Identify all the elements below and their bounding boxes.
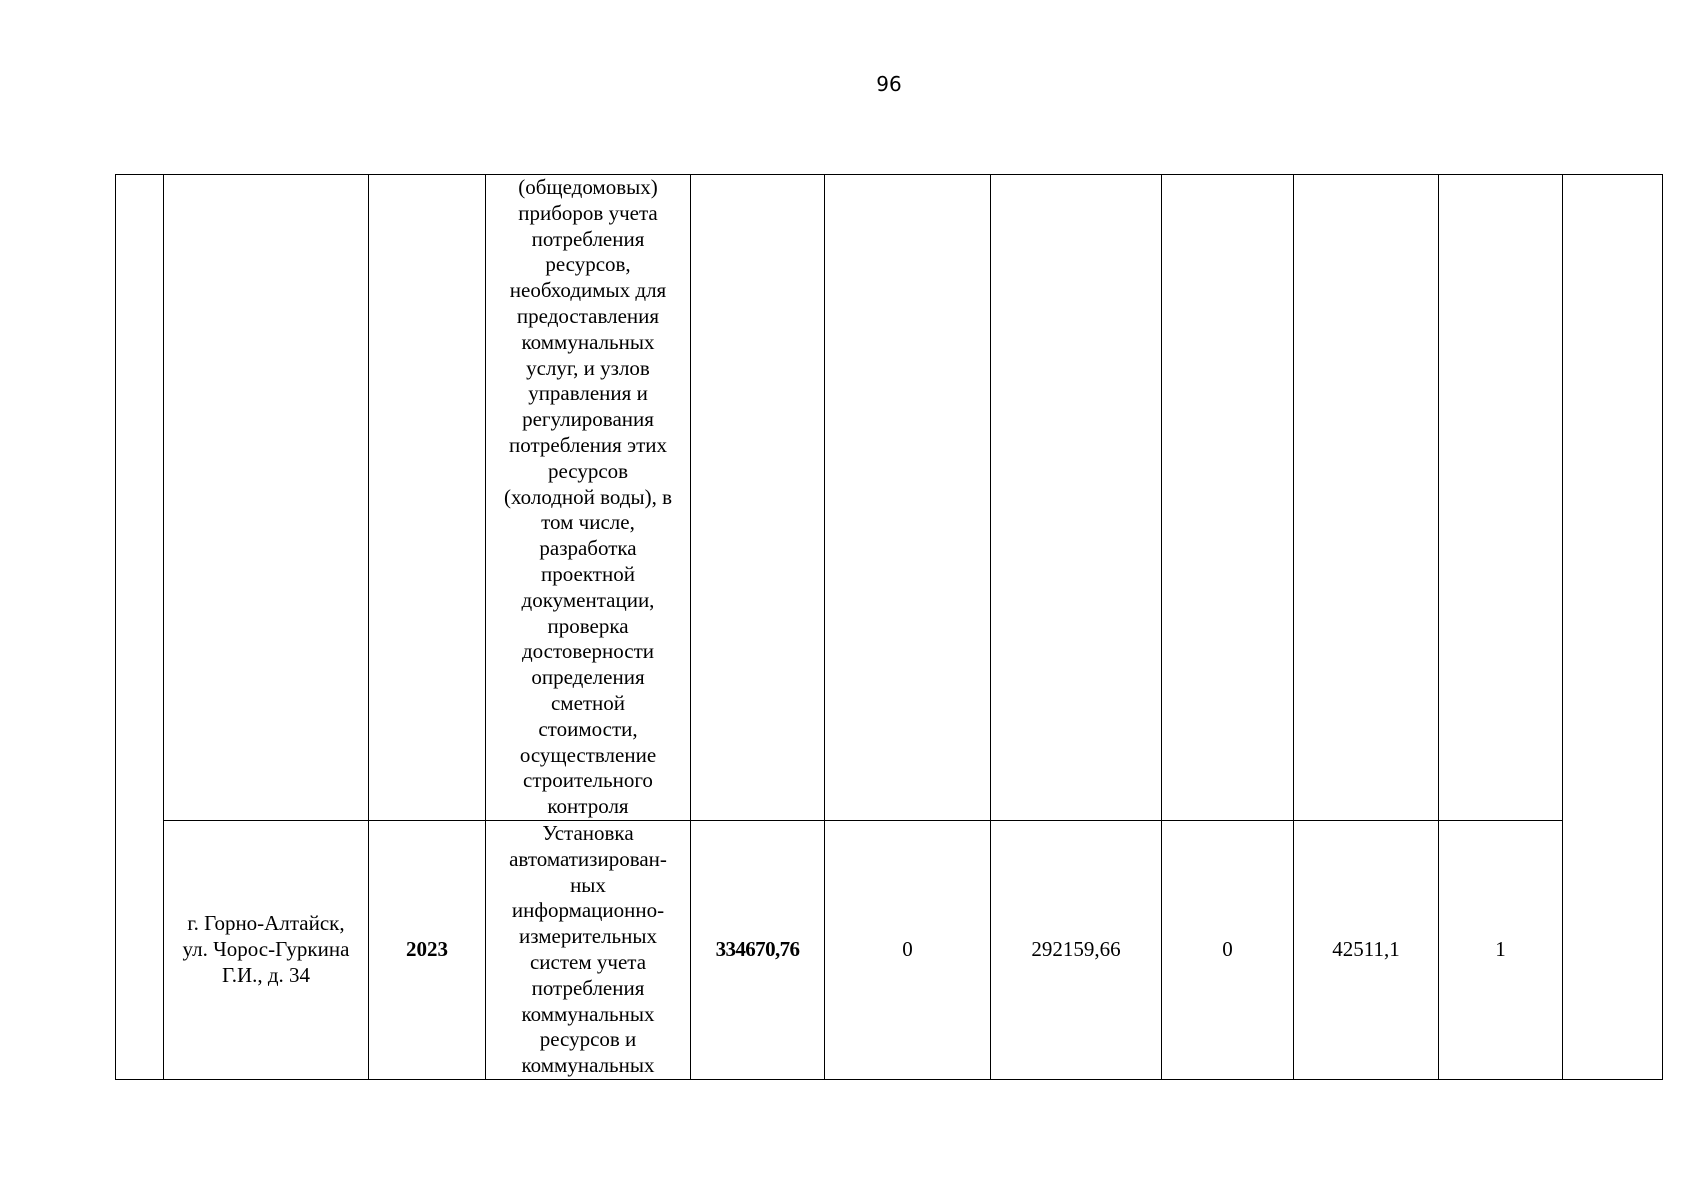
value-2-cell: 292159,66 xyxy=(991,820,1162,1079)
work-description-cell-continued: (общедомовых) приборов учета потребления ресурсов, необходимых для предоставления коммунальных услуг, и узлов управления и регулирования потребления этих ресурсов (холодной воды), в том числе, разработка проектной документации, проверка достоверности определения сметной стоимости, осуществление строительного контроля xyxy=(486,175,691,821)
value-2-cell-continued xyxy=(991,175,1162,821)
table-row xyxy=(116,820,1663,1079)
program-table xyxy=(115,174,1663,1080)
index-cell xyxy=(116,175,164,1080)
value-4-cell-continued xyxy=(1294,175,1439,821)
year-cell: 2023 xyxy=(369,820,486,1079)
value-1-cell-continued xyxy=(825,175,991,821)
value-5-cell: 1 xyxy=(1439,820,1563,1079)
year-cell-continued xyxy=(369,175,486,821)
value-3-cell-continued xyxy=(1162,175,1294,821)
total-cell-continued xyxy=(691,175,825,821)
value-1-cell: 0 xyxy=(825,820,991,1079)
value-3-cell: 0 xyxy=(1162,820,1294,1079)
work-description-cell: Установка автоматизирован- ных информационно- измерительных систем учета потребления коммунальных ресурсов и коммунальных xyxy=(486,820,691,1079)
value-4-cell: 42511,1 xyxy=(1294,820,1439,1079)
table-row-continued xyxy=(116,175,1663,821)
last-cell xyxy=(1563,175,1663,1080)
value-5-cell-continued xyxy=(1439,175,1563,821)
page-number: 96 xyxy=(876,72,902,96)
total-cost-cell: 334670,76 xyxy=(691,820,825,1079)
address-cell-continued xyxy=(164,175,369,821)
address-cell: г. Горно-Алтайск, ул. Чорос-Гуркина Г.И., д. 34 xyxy=(164,820,369,1079)
